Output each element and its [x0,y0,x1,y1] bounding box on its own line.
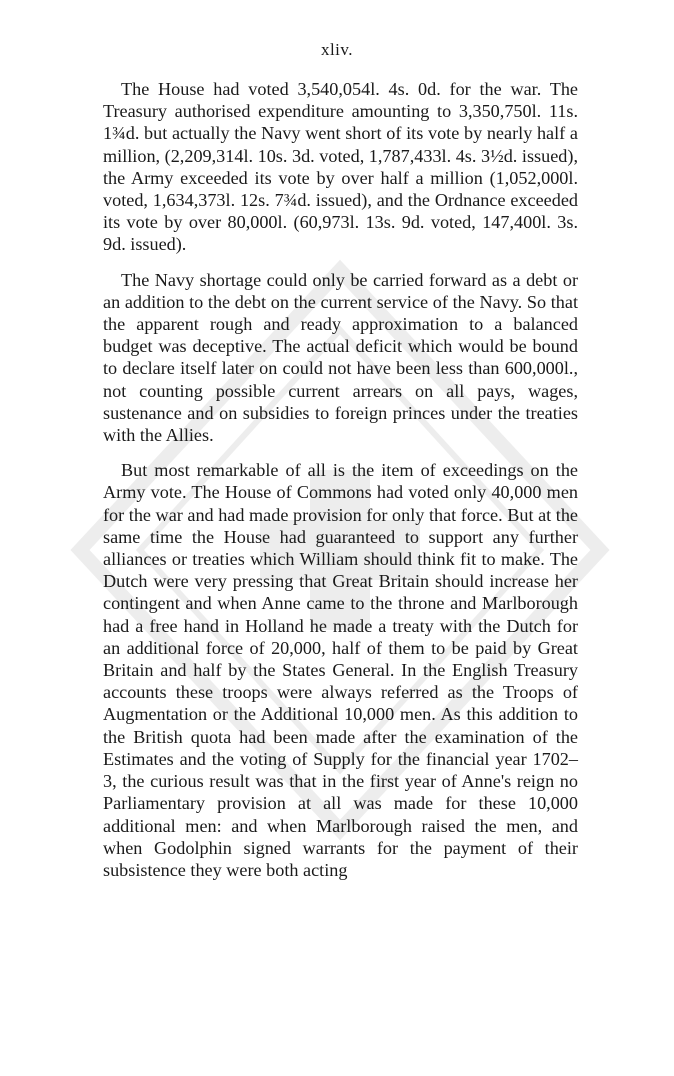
paragraph-1: The House had voted 3,540,054l. 4s. 0d. for the war. The Treasury authorised expenditure amounting to 3,350,750l. 11s. 1¾d. but actually the Navy went short of its vote by nearly half a million, (2,209,314l. 10s. 3d. voted, 1,787,433l. 4s. 3½d. issued), the Army exceeded its vote by over half a million (1,052,000l. voted, 1,634,373l. 12s. 7¾d. issued), and the Ordnance exceeded its vote by over 80,000l. (60,973l. 13s. 9d. voted, 147,400l. 3s. 9d. issued). [103,79,578,255]
body-text [103,78,578,894]
paragraph-2: The Navy shortage could only be carried forward as a debt or an addition to the debt on the current service of the Navy. So that the apparent rough and ready approximation to a balanced budget was deceptive. The actual deficit which would be bound to declare itself later on could not have been less than 600,000l., not counting possible current arrears on all pays, wages, sustenance and on subsidies to foreign princes under the treaties with the Allies. [103,269,578,446]
paragraph-3: But most remarkable of all is the item of exceedings on the Army vote. The House of Commons had voted only 40,000 men for the war and had made provision for only that force. But at the same time the House had guaranteed to support any further alliances or treaties which William should think fit to make. The Dutch were very pressing that Great Britain should increase her contingent and when Anne came to the throne and Marlborough had a free hand in Holland he made a treaty with the Dutch for an additional force of 20,000, half of them to be paid by Great Britain and half by the States General. In the English Treasury accounts these troops were always referred as the Troops of Augmentation or the Additional 10,000 men. As this addition to the British quota had been made after the examination of the Estimates and the voting of Supply for the financial year 1702–3, the curious result was that in the first year of Anne's reign no Parliamentary provision at all was made for these 10,000 additional men: and when Marlborough raised the men, and when Godolphin signed warrants for the payment of their subsistence they were both acting [103,460,578,880]
page-number: xliv. [320,40,354,59]
